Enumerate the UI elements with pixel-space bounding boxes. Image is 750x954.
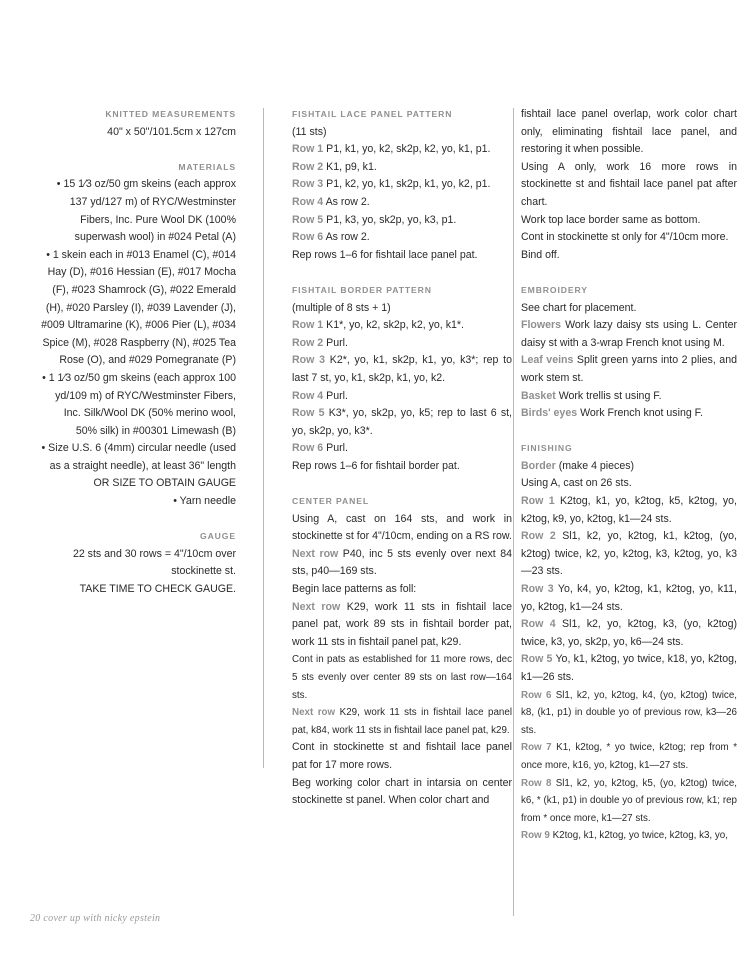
gauge-check: TAKE TIME TO CHECK GAUGE. — [79, 583, 236, 596]
embroidery-label: Birds' eyes — [521, 407, 578, 420]
embroidery-text: Work French knot using F. — [580, 407, 703, 420]
row-label: Row 4 — [292, 389, 324, 402]
embroidery-text: Work lazy daisy sts using L. Center daisy st with a 3-wrap French knot using M. — [521, 319, 738, 349]
cont-pats: Cont in pats as established for 11 more rows, dec 5 sts evenly over center 89 sts on last row—164 sts. — [292, 654, 512, 701]
row-text: Yo, k4, yo, k2tog, k1, k2tog, yo, k11, yo, k2tog, k1—24 sts. — [521, 583, 737, 613]
row-text: Sl1, k2, yo, k2tog, k1, k2tog, (yo, k2tog) twice, k2, yo, k2tog, k3, k2tog, yo, k3—23 sts. — [521, 530, 737, 578]
row-text: K1, k2tog, * yo twice, k2tog; rep from * once more, k16, yo, k2tog, k1—27 sts. — [521, 742, 738, 771]
pattern-row — [521, 687, 737, 740]
row-text: P40, inc 5 sts evenly over next 84 sts, p40—169 sts. — [292, 547, 513, 578]
embroidery-text: Split green yarns into 2 plies, and work stem st. — [521, 354, 737, 384]
materials-column — [40, 106, 236, 599]
pattern-row — [292, 405, 512, 440]
row-label: Row 1 — [292, 143, 324, 156]
fishtail-lace-stitches: (11 sts) — [292, 125, 327, 138]
pattern-row — [521, 651, 737, 686]
bind-off: Bind off. — [521, 248, 560, 261]
border-instruction — [521, 458, 737, 476]
row-label: Row 3 — [292, 178, 324, 191]
row-label: Next row — [292, 547, 339, 560]
instruction — [292, 704, 512, 739]
row-text: K3*, yo, sk2p, yo, k5; rep to last 6 st, yo, sk2p, yo, k3*. — [292, 407, 513, 437]
page-footer: 20 cover up with nicky epstein — [30, 913, 161, 924]
gauge-text: 22 sts and 30 rows = 4"/10cm over stockinette st. — [72, 547, 236, 578]
embroidery-item — [521, 405, 737, 423]
material-item: • 15 1⁄3 oz/50 gm skeins (each approx 137 yd/127 m) of RYC/Westminster Fibers, Inc. Pure Wool DK (100% superwash wool) in #024 Petal (A) — [56, 178, 236, 244]
pattern-row — [521, 827, 737, 845]
fishtail-border-heading: FISHTAIL BORDER PATTERN — [292, 284, 432, 295]
embroidery-label: Leaf veins — [521, 354, 574, 367]
fishtail-lace-repeat: Rep rows 1–6 for fishtail lace panel pat. — [292, 248, 478, 261]
pattern-row — [521, 528, 737, 581]
row-label: Row 3 — [292, 354, 325, 367]
row-label: Row 4 — [292, 195, 324, 208]
row-text: K2tog, k1, k2tog, yo twice, k2tog, k3, yo, — [552, 830, 728, 842]
instruction — [292, 546, 512, 581]
border-label: Border — [521, 459, 556, 472]
embroidery-item — [521, 352, 737, 387]
row-label: Row 2 — [292, 160, 324, 173]
embroidery-label: Flowers — [521, 319, 562, 332]
row-text: Yo, k1, k2tog, yo twice, k18, yo, k2tog, k1—26 sts. — [521, 653, 737, 683]
row-label: Row 5 — [521, 653, 553, 666]
begin-color-chart: Beg working color chart in intarsia on center stockinette st panel. When color chart and — [292, 776, 512, 807]
gauge-heading: GAUGE — [199, 531, 236, 542]
pattern-row — [292, 335, 512, 353]
finishing-column — [521, 106, 737, 845]
row-text: K1*, yo, k2, sk2p, k2, yo, k1*. — [326, 319, 464, 332]
row-label: Row 7 — [521, 742, 552, 754]
row-text: P1, k2, yo, k1, sk2p, k1, yo, k2, p1. — [326, 178, 491, 191]
pattern-row — [292, 229, 512, 247]
column-divider-left — [263, 108, 264, 768]
pattern-row — [292, 159, 512, 177]
row-text: Purl. — [326, 336, 348, 349]
pattern-row — [292, 317, 512, 335]
material-item: • 1 skein each in #013 Enamel (C), #014 Hay (D), #016 Hessian (E), #017 Mocha (F), #023 Shamrock (G), #022 Emerald (H), #020 Parsley (I), #039 Lavender (J), #009 Ultramarine (K), #006 Pier (L), #034 Spice (M), #028 Raspberry (N), #025 Tea Rose (O), and #029 Pomegranate (P) — [41, 248, 236, 367]
material-item: • 1 1⁄3 oz/50 gm skeins (each approx 100 yd/109 m) of RYC/Westminster Fibers, Inc. Silk/Wool DK (50% merino wool, 50% silk) in #00301 Limewash (B) — [42, 371, 236, 437]
row-text: Purl. — [326, 442, 348, 455]
finishing-heading: FINISHING — [521, 443, 573, 454]
row-label: Row 2 — [292, 336, 324, 349]
row-text: Sl1, k2, yo, k2tog, k3, (yo, k2tog) twice, k3, yo, sk2p, yo, k6—24 sts. — [521, 618, 737, 648]
row-text: P1, k1, yo, k2, sk2p, k2, yo, k1, p1. — [326, 143, 491, 156]
row-text: As row 2. — [325, 231, 370, 244]
row-label: Row 5 — [292, 407, 325, 420]
pattern-row — [521, 775, 737, 828]
border-cast-on: Using A, cast on 26 sts. — [521, 477, 632, 490]
row-label: Next row — [292, 600, 341, 613]
row-label: Next row — [292, 707, 336, 719]
cont-stockinette-only: Cont in stockinette st only for 4"/10cm more. — [521, 231, 729, 244]
row-text: K29, work 11 sts in fishtail lace panel pat, work 89 sts in fishtail border pat, work 11 sts in fishtail panel pat, k29. — [292, 600, 513, 648]
see-chart: See chart for placement. — [521, 301, 637, 314]
cont-stockinette: Cont in stockinette st and fishtail lace panel pat for 17 more rows. — [292, 741, 512, 771]
material-item: • Size U.S. 6 (4mm) circular needle (used as a straight needle), at least 36" length OR SIZE TO OBTAIN GAUGE — [41, 442, 236, 490]
material-item: • Yarn needle — [173, 495, 236, 508]
row-text: Sl1, k2, yo, k2tog, k4, (yo, k2tog) twice, k8, (k1, p1) in double yo of previous row, k3—26 sts. — [521, 689, 737, 736]
pattern-row — [292, 176, 512, 194]
patterns-column — [292, 106, 512, 810]
pattern-row — [292, 440, 512, 458]
pattern-row — [521, 616, 737, 651]
row-label: Row 3 — [521, 583, 554, 596]
row-label: Row 8 — [521, 777, 552, 789]
begin-lace: Begin lace patterns as foll: — [292, 583, 417, 596]
pattern-row — [292, 194, 512, 212]
pattern-row — [292, 388, 512, 406]
row-label: Row 5 — [292, 213, 324, 226]
embroidery-item — [521, 317, 737, 352]
fishtail-border-repeat: Rep rows 1–6 for fishtail border pat. — [292, 459, 460, 472]
knitted-measurements-heading: KNITTED MEASUREMENTS — [105, 109, 236, 119]
row-text: As row 2. — [325, 195, 370, 208]
pattern-row — [292, 212, 512, 230]
row-label: Row 6 — [292, 231, 324, 244]
embroidery-text: Work trellis st using F. — [558, 389, 662, 402]
chart-overlap: fishtail lace panel overlap, work color chart only, eliminating fishtail lace panel, and restoring it when possible. — [521, 108, 737, 156]
center-panel-intro: Using A, cast on 164 sts, and work in stockinette st for 4"/10cm, ending on a RS row. — [292, 512, 512, 543]
row-label: Row 6 — [521, 689, 552, 701]
pattern-row — [521, 581, 737, 616]
row-text: Sl1, k2, yo, k2tog, k5, (yo, k2tog) twice, k6, * (k1, p1) in double yo of previous row, k1; rep from * once more, k1—27 sts. — [521, 777, 737, 824]
row-label: Row 1 — [292, 319, 324, 332]
row-label: Row 9 — [521, 830, 550, 842]
pattern-row — [521, 739, 737, 774]
embroidery-heading: EMBROIDERY — [521, 284, 588, 295]
knitted-measurements: 40" x 50"/101.5cm x 127cm — [107, 125, 236, 138]
embroidery-label: Basket — [521, 389, 556, 402]
row-label: Row 4 — [521, 618, 556, 631]
pattern-row — [292, 141, 512, 159]
row-text: K2*, yo, k1, sk2p, k1, yo, k3*; rep to last 7 st, yo, k1, sk2p, k1, yo, k2. — [292, 354, 512, 384]
row-text: K2tog, k1, yo, k2tog, k5, k2tog, yo, k2tog, k9, yo, k2tog, k1—24 sts. — [521, 495, 737, 525]
using-a-only: Using A only, work 16 more rows in stockinette st and fishtail lace panel pat after chart. — [521, 160, 737, 208]
fishtail-border-stitches: (multiple of 8 sts + 1) — [292, 301, 391, 314]
materials-heading: MATERIALS — [178, 161, 236, 172]
border-note: (make 4 pieces) — [558, 459, 635, 472]
fishtail-lace-heading: FISHTAIL LACE PANEL PATTERN — [292, 109, 453, 119]
row-text: K1, p9, k1. — [326, 160, 377, 173]
instruction — [292, 599, 512, 652]
pattern-row — [292, 352, 512, 387]
row-text: Purl. — [326, 389, 348, 402]
work-top-border: Work top lace border same as bottom. — [521, 213, 701, 226]
materials-list — [40, 176, 236, 510]
row-label: Row 1 — [521, 495, 555, 508]
row-text: K29, work 11 sts in fishtail lace panel pat, k84, work 11 sts in fishtail lace panel pat, k29. — [292, 707, 512, 736]
row-label: Row 6 — [292, 442, 324, 455]
row-text: P1, k3, yo, sk2p, yo, k3, p1. — [326, 213, 457, 226]
embroidery-item — [521, 388, 737, 406]
center-panel-heading: CENTER PANEL — [292, 496, 370, 507]
column-divider-right — [513, 108, 514, 916]
row-label: Row 2 — [521, 530, 556, 543]
pattern-row — [521, 493, 737, 528]
